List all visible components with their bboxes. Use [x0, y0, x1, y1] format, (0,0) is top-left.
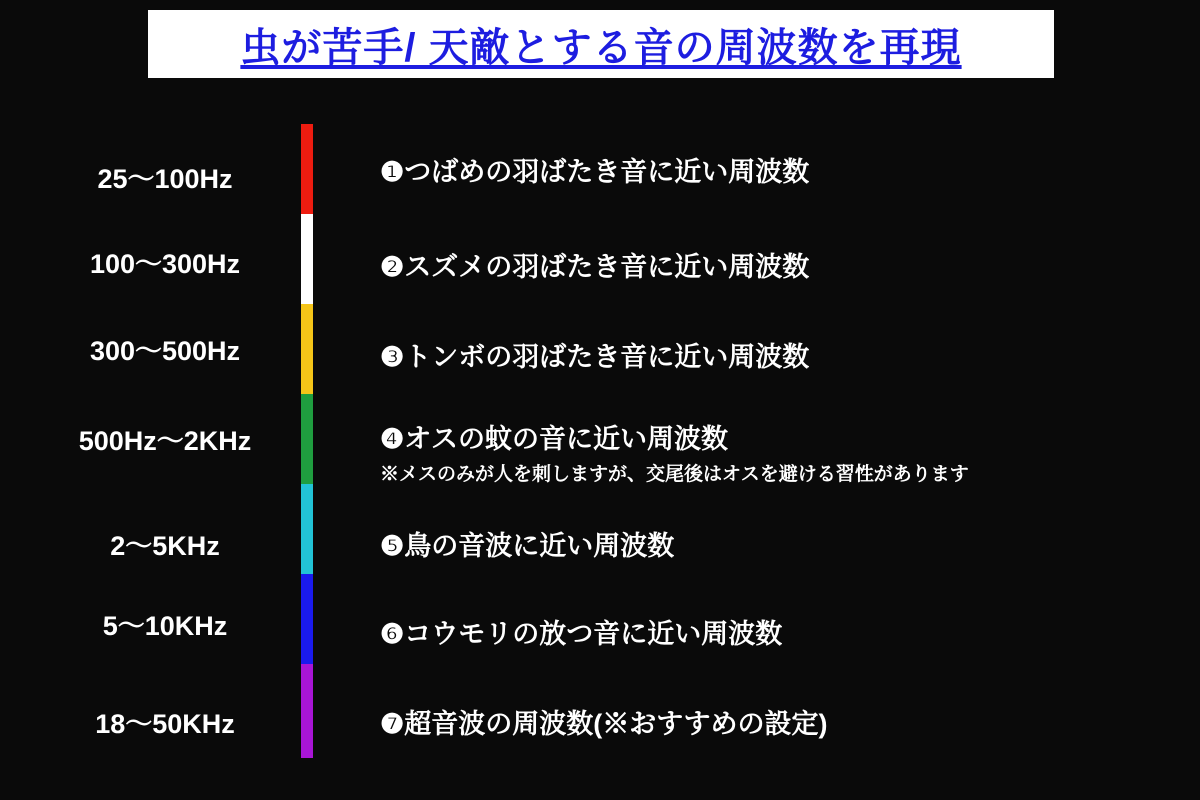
item-number-badge: ❷ [380, 252, 405, 282]
list-item-text [380, 619, 1170, 650]
frequency-label: 300〜500Hz [89, 336, 241, 366]
description-column [380, 124, 1180, 758]
item-note: ※メスのみが人を刺しますが、交尾後はオスを避ける習性があります [380, 464, 969, 486]
list-item-text [380, 342, 1170, 373]
frequency-label: 5〜10KHz [102, 611, 228, 641]
list-item [380, 252, 1170, 283]
item-number-badge: ❶ [380, 157, 405, 187]
item-number-badge: ❸ [380, 342, 405, 372]
frequency-label: 25〜100Hz [97, 164, 233, 194]
list-item-text [380, 157, 1170, 188]
spectrum-segment-2 [301, 214, 313, 304]
item-label: 鳥の音波に近い周波数 [404, 531, 675, 561]
frequency-label: 2〜5KHz [110, 531, 220, 561]
item-label: オスの蚊の音に近い周波数 [404, 424, 728, 454]
page-title: 虫が苦手/ 天敵とする音の周波数を再現 [240, 25, 962, 70]
list-item-text [380, 424, 1170, 455]
spectrum-segment-5 [301, 484, 313, 574]
item-number-badge: ❼ [380, 709, 405, 739]
item-number-badge: ❺ [380, 531, 405, 561]
frequency-label: 18〜50KHz [95, 709, 235, 739]
title-banner [148, 10, 1054, 78]
list-item-text [380, 709, 1170, 740]
item-label: スズメの羽ばたき音に近い周波数 [404, 252, 810, 282]
spectrum-segment-4 [301, 394, 313, 484]
spectrum-segment-1 [301, 124, 313, 214]
item-number-badge: ❹ [380, 424, 405, 454]
spectrum-segment-6 [301, 574, 313, 664]
frequency-color-bar [301, 124, 313, 758]
list-item-text [380, 531, 1170, 562]
list-item [380, 342, 1170, 373]
item-number-badge: ❻ [380, 619, 405, 649]
item-label: トンボの羽ばたき音に近い周波数 [404, 342, 810, 372]
spectrum-segment-3 [301, 304, 313, 394]
list-item [380, 424, 1170, 486]
frequency-label: 500Hz〜2KHz [78, 426, 252, 456]
list-item [380, 709, 1170, 740]
item-label: つばめの羽ばたき音に近い周波数 [404, 157, 810, 187]
item-label: 超音波の周波数(※おすすめの設定) [404, 709, 828, 739]
spectrum-segment-7 [301, 664, 313, 758]
list-item [380, 531, 1170, 562]
item-label: コウモリの放つ音に近い周波数 [404, 619, 783, 649]
list-item [380, 157, 1170, 188]
list-item [380, 619, 1170, 650]
frequency-label: 100〜300Hz [89, 249, 241, 279]
list-item-text [380, 252, 1170, 283]
frequency-label-column [40, 124, 290, 758]
